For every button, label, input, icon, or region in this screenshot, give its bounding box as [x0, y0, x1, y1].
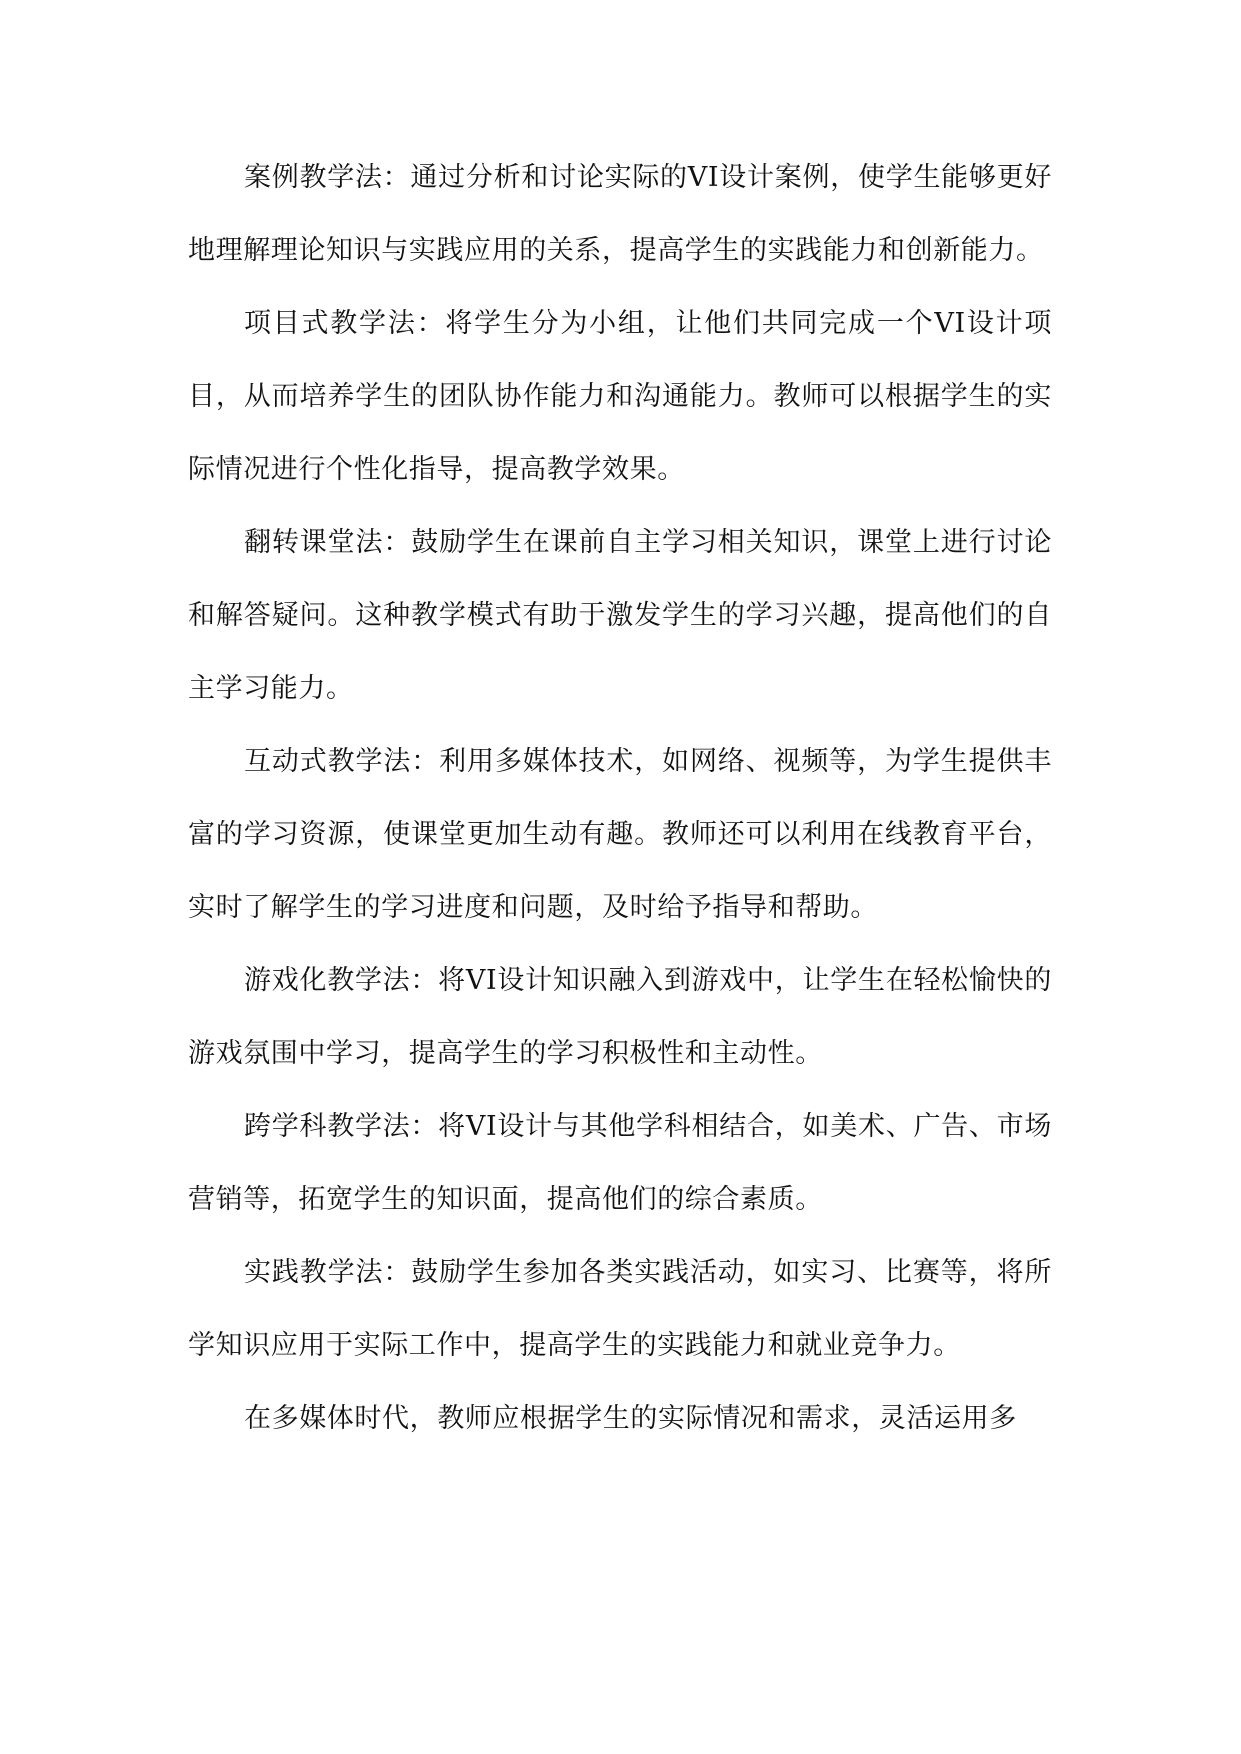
paragraph-case-teaching: 案例教学法：通过分析和讨论实际的VI设计案例，使学生能够更好地理解理论知识与实践应用的关系，提高学生的实践能力和创新能力。 [188, 162, 1052, 266]
document-body [188, 141, 1052, 1455]
paragraph-interdisciplinary-teaching: 跨学科教学法：将VI设计与其他学科相结合，如美术、广告、市场营销等，拓宽学生的知识面，提高他们的综合素质。 [188, 1111, 1052, 1215]
paragraph-gamified-teaching: 游戏化教学法：将VI设计知识融入到游戏中，让学生在轻松愉快的游戏氛围中学习，提高学生的学习积极性和主动性。 [188, 965, 1052, 1069]
paragraph-flipped-classroom: 翻转课堂法：鼓励学生在课前自主学习相关知识，课堂上进行讨论和解答疑问。这种教学模式有助于激发学生的学习兴趣，提高他们的自主学习能力。 [188, 527, 1052, 704]
paragraph-multimedia-era: 在多媒体时代，教师应根据学生的实际情况和需求，灵活运用多 [244, 1403, 1017, 1434]
paragraph-project-teaching: 项目式教学法：将学生分为小组，让他们共同完成一个VI设计项目，从而培养学生的团队协作能力和沟通能力。教师可以根据学生的实际情况进行个性化指导，提高教学效果。 [188, 308, 1052, 485]
paragraph-interactive-teaching: 互动式教学法：利用多媒体技术，如网络、视频等，为学生提供丰富的学习资源，使课堂更加生动有趣。教师还可以利用在线教育平台，实时了解学生的学习进度和问题，及时给予指导和帮助。 [188, 746, 1052, 923]
paragraph-practical-teaching: 实践教学法：鼓励学生参加各类实践活动，如实习、比赛等，将所学知识应用于实际工作中，提高学生的实践能力和就业竞争力。 [188, 1257, 1052, 1361]
